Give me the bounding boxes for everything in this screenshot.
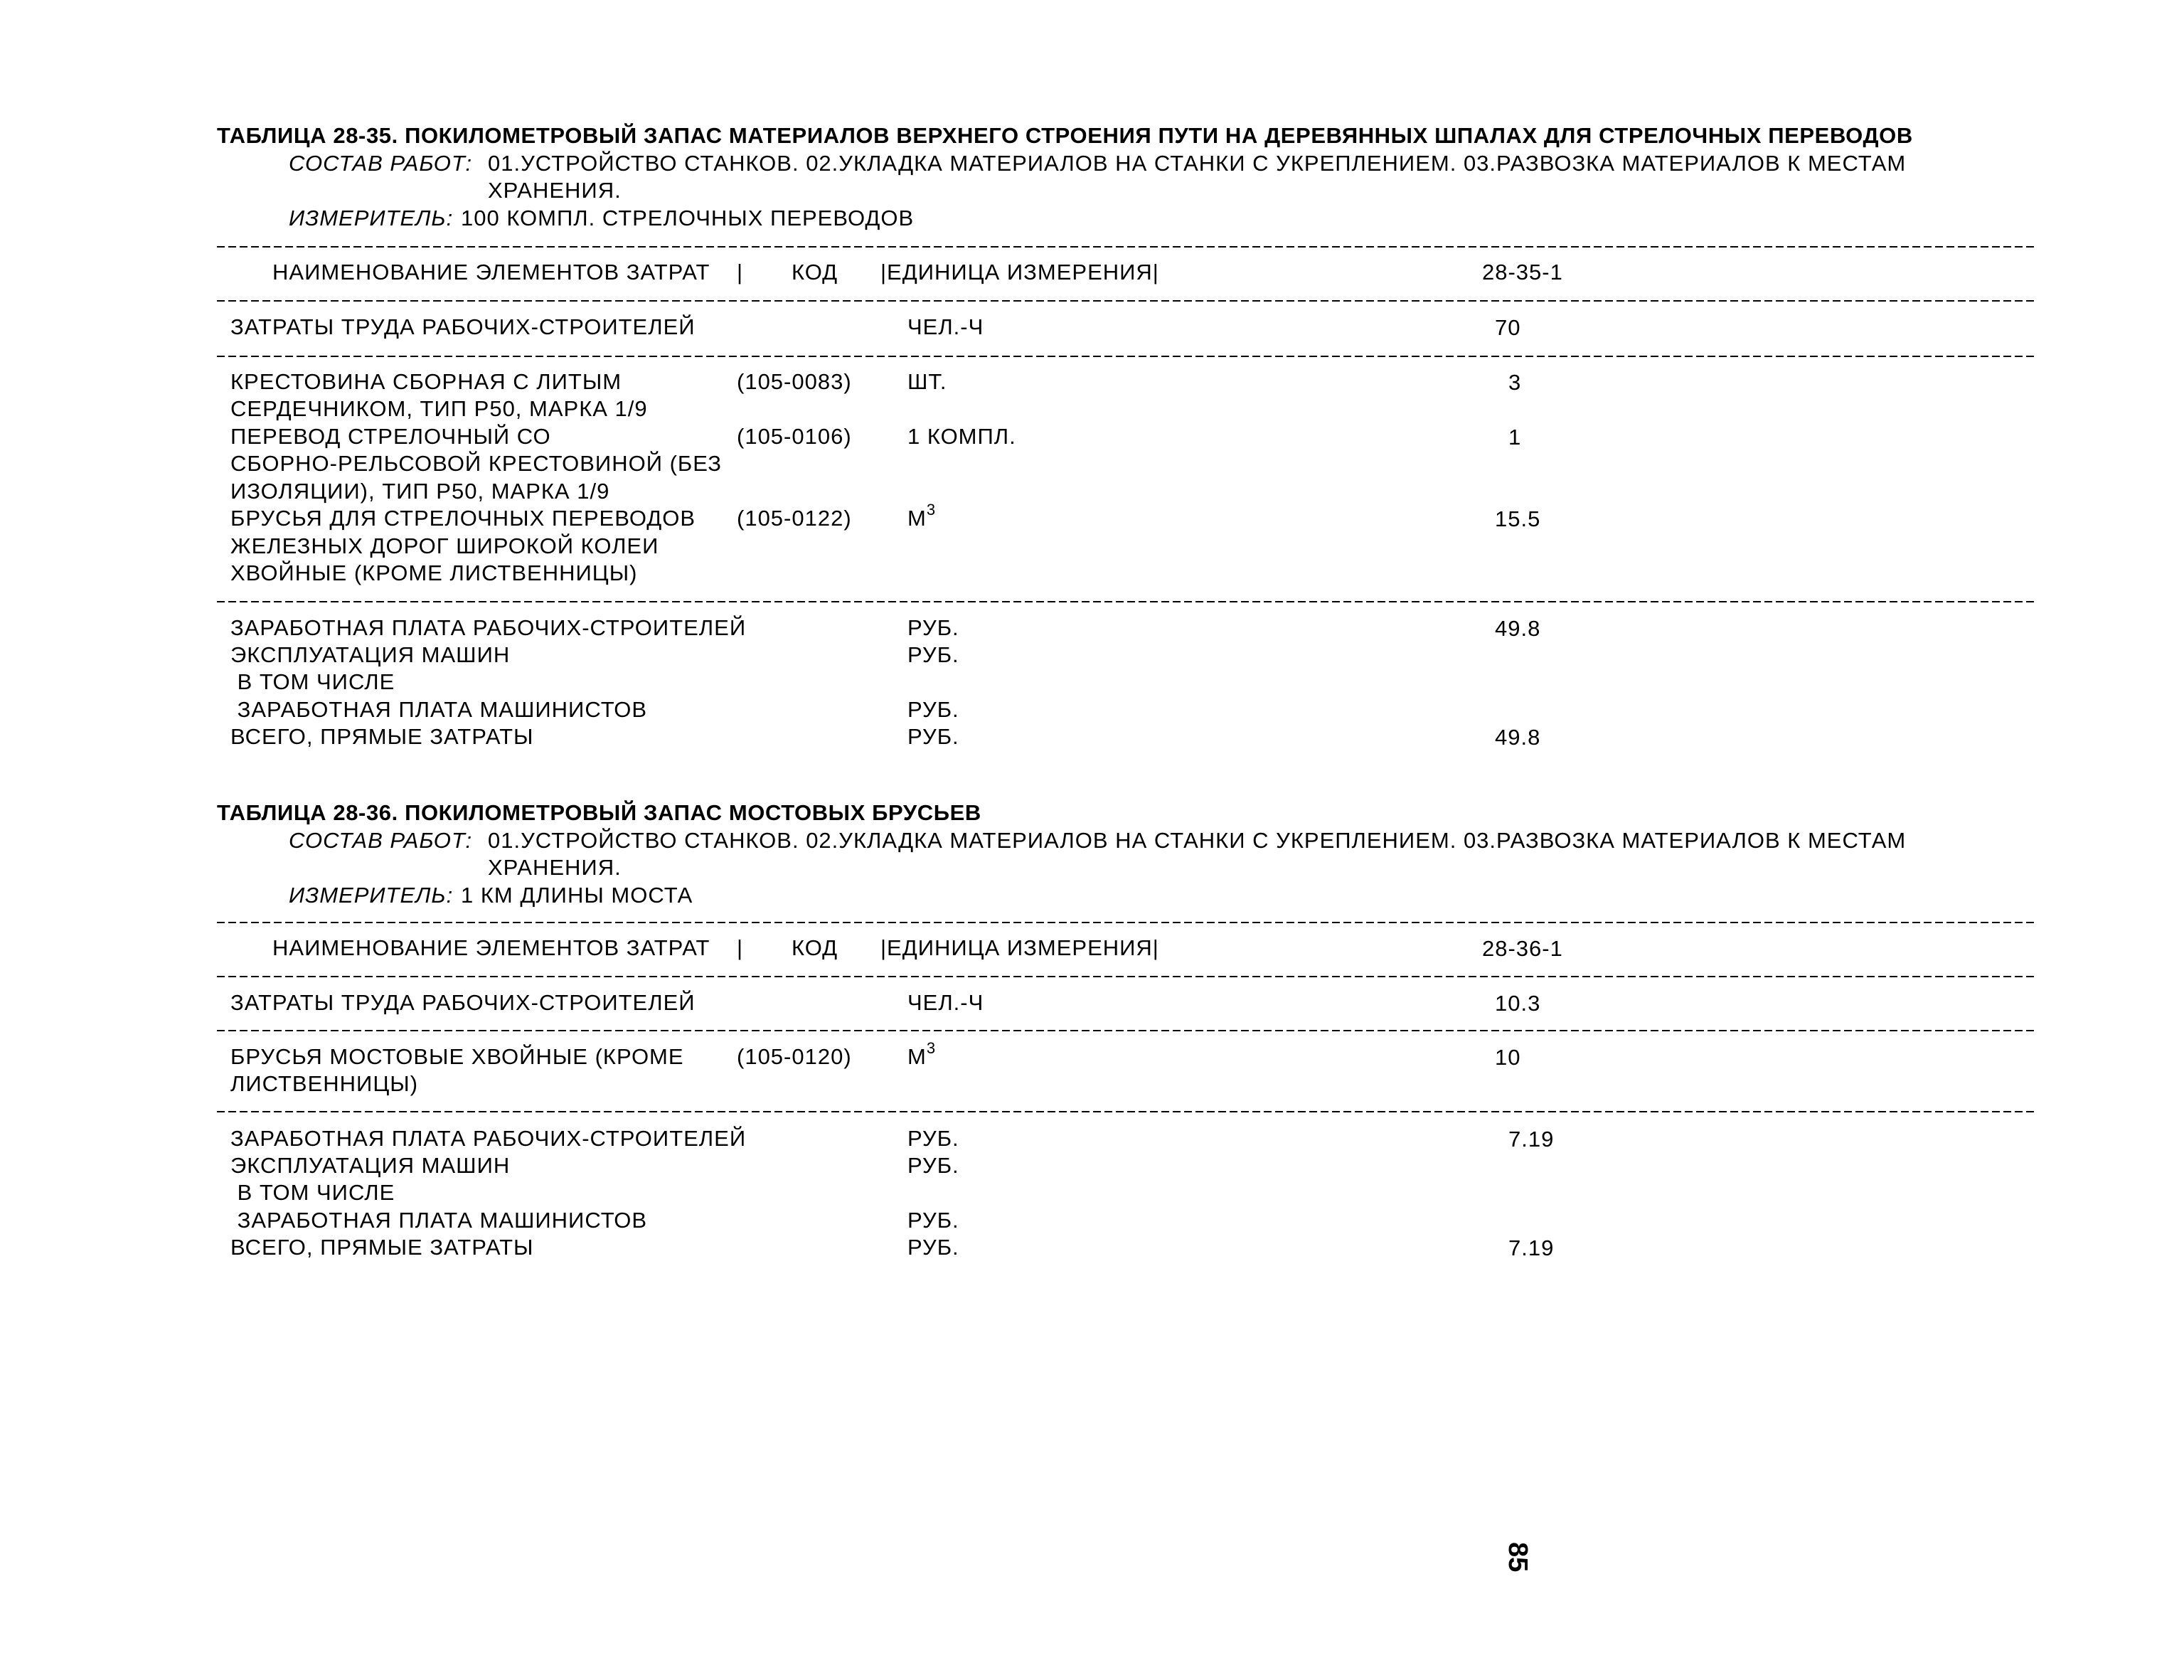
- table-28-36-composition-line1: 01.УСТРОЙСТВО СТАНКОВ. 02.УКЛАДКА МАТЕРИАЛОВ НА СТАНКИ С УКРЕПЛЕНИЕМ. 03.РАЗВОЗКА МАТЕРИАЛОВ К МЕСТАМ: [488, 828, 1907, 853]
- table-28-35-material-1-line-1: КРЕСТОВИНА СБОРНАЯ С ЛИТЫМ: [230, 369, 622, 394]
- table-28-35-material-3-unit: [907, 500, 937, 532]
- table-28-35-rule-materials: [217, 601, 2035, 602]
- table-28-35-cost-1-unit: РУБ.: [907, 615, 959, 640]
- table-28-36-cost-5-name: ВСЕГО, ПРЯМЫЕ ЗАТРАТЫ: [230, 1235, 534, 1260]
- table-28-35-material-2-unit: 1 КОМПЛ.: [907, 424, 1016, 449]
- table-28-35-labor-value: 70: [1495, 315, 1521, 340]
- table-28-35-cost-4-unit: РУБ.: [907, 697, 959, 722]
- table-28-35-material-2-code: (105-0106): [737, 424, 852, 449]
- table-28-36-header-column: 28-36-1: [1482, 936, 1563, 961]
- table-28-35-cost-5-name: ВСЕГО, ПРЯМЫЕ ЗАТРАТЫ: [230, 724, 534, 749]
- table-28-35-header-code: КОД: [792, 260, 838, 285]
- table-28-36-header-sep: |: [737, 935, 744, 960]
- table-28-35-cost-1-name: ЗАРАБОТНАЯ ПЛАТА РАБОЧИХ-СТРОИТЕЛЕЙ: [230, 615, 747, 640]
- table-28-35-header-column: 28-35-1: [1482, 260, 1563, 285]
- table-28-36-header-unit: |ЕДИНИЦА ИЗМЕРЕНИЯ|: [880, 935, 1159, 960]
- table-28-36-material-1-value: 10: [1495, 1045, 1521, 1070]
- table-28-36-cost-1-unit: РУБ.: [907, 1126, 959, 1151]
- table-28-35-material-3-value: 15.5: [1495, 506, 1541, 531]
- table-28-36-header-name: НАИМЕНОВАНИЕ ЭЛЕМЕНТОВ ЗАТРАТ: [272, 935, 710, 960]
- table-28-36-material-1-code: (105-0120): [737, 1044, 852, 1069]
- table-28-35-material-3-code: (105-0122): [737, 506, 852, 531]
- table-28-36-meter-value: 1 КМ ДЛИНЫ МОСТА: [461, 883, 693, 908]
- table-28-35-title: ТАБЛИЦА 28-35. ПОКИЛОМЕТРОВЫЙ ЗАПАС МАТЕРИАЛОВ ВЕРХНЕГО СТРОЕНИЯ ПУТИ НА ДЕРЕВЯННЫХ ШПАЛАХ ДЛЯ СТРЕЛОЧНЫХ ПЕРЕВОДОВ: [217, 123, 1913, 148]
- table-28-35-meter-value: 100 КОМПЛ. СТРЕЛОЧНЫХ ПЕРЕВОДОВ: [461, 206, 915, 230]
- table-28-35-rule-labor: [217, 356, 2035, 357]
- table-28-35-header-name: НАИМЕНОВАНИЕ ЭЛЕМЕНТОВ ЗАТРАТ: [272, 260, 710, 285]
- table-28-36-rule-labor: [217, 1030, 2035, 1031]
- table-28-35-meter-label: ИЗМЕРИТЕЛЬ:: [289, 206, 454, 230]
- table-28-35-material-1-value: 3: [1508, 370, 1522, 395]
- table-28-35-material-3-line-3: ХВОЙНЫЕ (КРОМЕ ЛИСТВЕННИЦЫ): [230, 560, 638, 585]
- table-28-36-cost-2-name: ЭКСПЛУАТАЦИЯ МАШИН: [230, 1153, 511, 1178]
- table-28-35-rule-header: [217, 300, 2035, 302]
- table-28-36-meter-label: ИЗМЕРИТЕЛЬ:: [289, 883, 454, 908]
- table-28-35-cost-3-name: В ТОМ ЧИСЛЕ: [230, 669, 395, 694]
- table-28-35-material-2-line-2: СБОРНО-РЕЛЬСОВОЙ КРЕСТОВИНОЙ (БЕЗ: [230, 451, 722, 476]
- table-28-36-cost-1-name: ЗАРАБОТНАЯ ПЛАТА РАБОЧИХ-СТРОИТЕЛЕЙ: [230, 1126, 747, 1151]
- table-28-36-cost-4-name: ЗАРАБОТНАЯ ПЛАТА МАШИНИСТОВ: [230, 1208, 648, 1233]
- table-28-35-cost-5-unit: РУБ.: [907, 724, 959, 749]
- table-28-35-composition-line2: ХРАНЕНИЯ.: [488, 178, 622, 203]
- table-28-35-material-2-line-1: ПЕРЕВОД СТРЕЛОЧНЫЙ СО: [230, 424, 551, 449]
- table-28-35-material-1-code: (105-0083): [737, 369, 852, 394]
- table-28-36-material-1-line-2: ЛИСТВЕННИЦЫ): [230, 1071, 419, 1096]
- table-28-36-material-1-unit-exponent: 3: [926, 1038, 937, 1057]
- table-28-36-title: ТАБЛИЦА 28-36. ПОКИЛОМЕТРОВЫЙ ЗАПАС МОСТОВЫХ БРУСЬЕВ: [217, 800, 981, 825]
- table-28-35-cost-4-name: ЗАРАБОТНАЯ ПЛАТА МАШИНИСТОВ: [230, 697, 648, 722]
- page-number: 85: [1503, 1542, 1533, 1573]
- table-28-35-material-3-unit-exponent: 3: [926, 500, 937, 519]
- table-28-35-material-2-value: 1: [1508, 425, 1522, 450]
- table-28-36-labor-unit: ЧЕЛ.-Ч: [907, 990, 984, 1015]
- table-28-36-labor-value: 10.3: [1495, 991, 1541, 1016]
- table-28-36-cost-5-value: 7.19: [1508, 1235, 1555, 1260]
- table-28-35-cost-5-value: 49.8: [1495, 725, 1541, 750]
- table-28-36-material-1-unit-base: М: [907, 1044, 927, 1069]
- table-28-35-material-3-line-1: БРУСЬЯ ДЛЯ СТРЕЛОЧНЫХ ПЕРЕВОДОВ: [230, 506, 696, 531]
- table-28-36-cost-3-name: В ТОМ ЧИСЛЕ: [230, 1180, 395, 1205]
- table-28-36-cost-1-value: 7.19: [1508, 1127, 1555, 1152]
- table-28-36-rule-header: [217, 976, 2035, 977]
- table-28-36-cost-2-unit: РУБ.: [907, 1153, 959, 1178]
- table-28-35-cost-1-value: 49.8: [1495, 616, 1541, 641]
- table-28-36-material-1-line-1: БРУСЬЯ МОСТОВЫЕ ХВОЙНЫЕ (КРОМЕ: [230, 1044, 684, 1069]
- table-28-35-rule-top: [217, 246, 2035, 248]
- table-28-35-material-1-line-2: СЕРДЕЧНИКОМ, ТИП Р50, МАРКА 1/9: [230, 396, 648, 421]
- table-28-36-material-1-unit: [907, 1038, 937, 1070]
- table-28-35-material-1-unit: ШТ.: [907, 369, 947, 394]
- table-28-35-labor-unit: ЧЕЛ.-Ч: [907, 314, 984, 339]
- table-28-36-rule-top: [217, 922, 2035, 923]
- table-28-35-cost-2-name: ЭКСПЛУАТАЦИЯ МАШИН: [230, 642, 511, 667]
- table-28-36-composition-label: СОСТАВ РАБОТ:: [289, 828, 473, 853]
- table-28-36-rule-materials: [217, 1111, 2035, 1112]
- table-28-35-cost-2-unit: РУБ.: [907, 642, 959, 667]
- table-28-35-material-3-unit-base: М: [907, 506, 927, 531]
- table-28-36-header-code: КОД: [792, 935, 838, 960]
- table-28-35-header-sep: |: [737, 260, 744, 285]
- table-28-36-cost-5-unit: РУБ.: [907, 1235, 959, 1260]
- table-28-36-cost-4-unit: РУБ.: [907, 1208, 959, 1233]
- table-28-35-material-3-line-2: ЖЕЛЕЗНЫХ ДОРОГ ШИРОКОЙ КОЛЕИ: [230, 533, 659, 558]
- table-28-35-material-2-line-3: ИЗОЛЯЦИИ), ТИП Р50, МАРКА 1/9: [230, 479, 610, 504]
- table-28-36-labor-name: ЗАТРАТЫ ТРУДА РАБОЧИХ-СТРОИТЕЛЕЙ: [230, 990, 696, 1015]
- table-28-35-labor-name: ЗАТРАТЫ ТРУДА РАБОЧИХ-СТРОИТЕЛЕЙ: [230, 314, 696, 339]
- table-28-35-composition-label: СОСТАВ РАБОТ:: [289, 151, 473, 176]
- table-28-36-composition-line2: ХРАНЕНИЯ.: [488, 855, 622, 880]
- table-28-35-header-unit: |ЕДИНИЦА ИЗМЕРЕНИЯ|: [880, 260, 1159, 285]
- table-28-35-composition-line1: 01.УСТРОЙСТВО СТАНКОВ. 02.УКЛАДКА МАТЕРИАЛОВ НА СТАНКИ С УКРЕПЛЕНИЕМ. 03.РАЗВОЗКА МАТЕРИАЛОВ К МЕСТАМ: [488, 151, 1907, 176]
